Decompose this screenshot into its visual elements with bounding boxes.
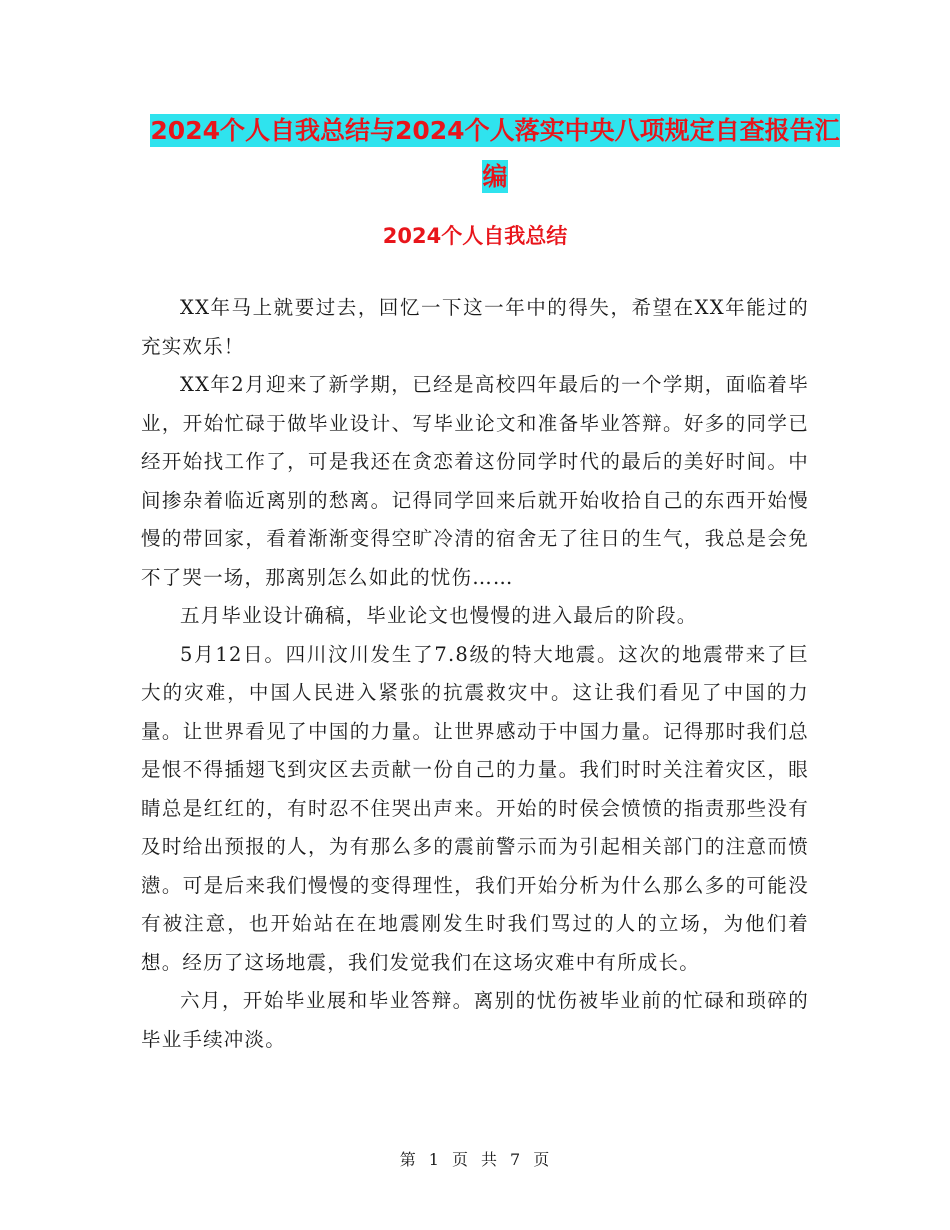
paragraph: XX年马上就要过去，回忆一下这一年中的得失，希望在XX年能过的充实欢乐！ — [141, 296, 809, 358]
page-label-mid: 页 — [451, 1150, 469, 1169]
page-label-suffix: 页 — [533, 1150, 551, 1169]
paragraph: 五月毕业设计确稿，毕业论文也慢慢的进入最后的阶段。 — [180, 604, 698, 627]
paragraph: 5月12日。四川汶川发生了7.8级的特大地震。这次的地震带来了巨大的灾难，中国人民进入紧张的抗震救灾中。这让我们看见了中国的力量。让世界看见了中国的力量。让世界感动于中国力量。记得那时我们总是恨不得插翅飞到灾区去贡献一份自己的力量。我们时时关注着灾区，眼睛总是红红的，有时忍不住哭出声来。开始的时侯会愤愤的指责那些没有及时给出预报的人，为有那么多的震前警示而为引起相关部门的注意而愤懑。可是后来我们慢慢的变得理性，我们开始分析为什么那么多的可能没有被注意，也开始站在在地震刚发生时我们骂过的人的立场，为他们着想。经历了这场地震，我们发觉我们在这场灾难中有所成长。 — [141, 642, 809, 974]
total-label: 共 — [481, 1150, 499, 1169]
page-label-prefix: 第 — [399, 1150, 417, 1169]
total-pages-number: 7 — [510, 1150, 522, 1169]
main-title-highlight: 2024个人自我总结与2024个人落实中央八项规定自查报告汇编 — [150, 116, 840, 191]
section-title: 2024个人自我总结 — [382, 224, 568, 248]
main-title — [140, 108, 850, 200]
body-text — [141, 289, 809, 1059]
page-footer — [0, 1148, 950, 1172]
paragraph: 六月，开始毕业展和毕业答辩。离别的忧伤被毕业前的忙碌和琐碎的毕业手续冲淡。 — [141, 989, 809, 1051]
current-page-number: 1 — [428, 1150, 440, 1169]
paragraph: XX年2月迎来了新学期，已经是高校四年最后的一个学期，面临着毕业，开始忙碌于做毕业设计、写毕业论文和准备毕业答辩。好多的同学已经开始找工作了，可是我还在贪恋着这份同学时代的最后的美好时间。中间掺杂着临近离别的愁离。记得同学回来后就开始收拾自己的东西开始慢慢的带回家，看着渐渐变得空旷冷清的宿舍无了往日的生气，我总是会免不了哭一场，那离别怎么如此的忧伤…… — [141, 373, 809, 589]
